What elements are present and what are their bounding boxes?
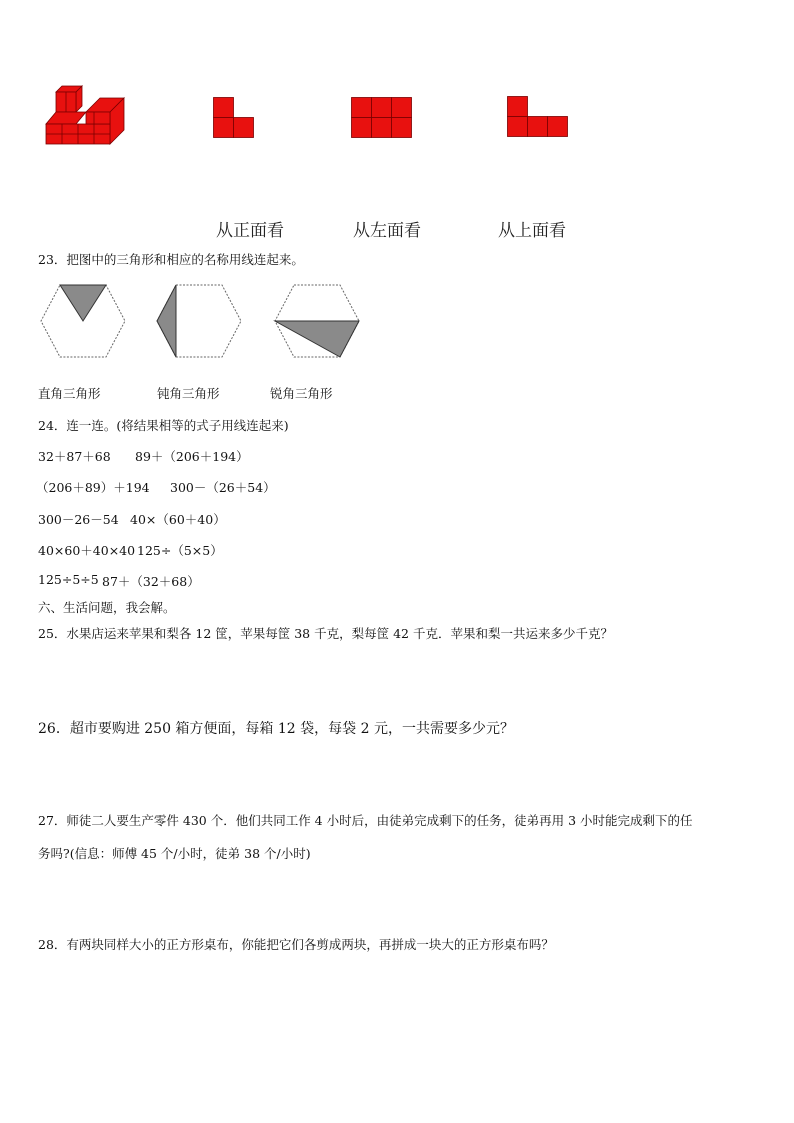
expression-right-2: 300－（26＋54） [170,480,276,495]
front-view-figure [213,97,255,139]
expression-left-4: 40×60＋40×40 [38,543,136,558]
triangle-name-acute: 锐角三角形 [270,386,333,401]
expression-left-1: 32＋87＋68 [38,449,111,464]
expression-right-1: 89＋（206＋194） [135,449,249,464]
view-label-top: 从上面看 [498,221,566,241]
hexagon-figure-1 [40,284,126,358]
cube-stack-3d-figure [44,84,128,146]
question-23: 23．把图中的三角形和相应的名称用线连起来。 [38,252,304,267]
expression-right-3: 40×（60＋40） [130,512,226,527]
question-24: 24．连一连。(将结果相等的式子用线连起来) [38,418,289,433]
question-25: 25．水果店运来苹果和梨各 12 筐，苹果每筐 38 千克，梨每筐 42 千克．苹果和梨一共运来多少千克？ [38,626,613,641]
view-label-front: 从正面看 [216,221,284,241]
question-28: 28．有两块同样大小的正方形桌布，你能把它们各剪成两块，再拼成一块大的正方形桌布吗？ [38,937,554,952]
expression-right-4: 125÷（5×5） [137,543,223,558]
question-26: 26．超市要购进 250 箱方便面，每箱 12 袋，每袋 2 元，一共需要多少元？ [38,721,514,737]
top-view-figure [507,96,569,138]
expression-right-5: 87＋（32＋68） [102,574,200,589]
triangle-name-obtuse: 钝角三角形 [157,386,220,401]
section-6-heading: 六、生活问题，我会解。 [38,600,176,615]
view-label-left: 从左面看 [353,221,421,241]
question-27-line-1: 27．师徒二人要生产零件 430 个．他们共同工作 4 小时后，由徒弟完成剩下的任务，徒弟再用 3 小时能完成剩下的任 [38,813,693,828]
expression-left-3: 300－26－54 [38,512,119,527]
hexagon-figure-3 [274,284,360,358]
left-view-figure [351,97,413,139]
hexagon-figure-2 [156,284,242,358]
expression-left-2: （206＋89）＋194 [36,480,150,495]
question-27-line-2: 务吗?(信息：师傅 45 个/小时，徒弟 38 个/小时) [38,846,311,861]
expression-left-5: 125÷5÷5 [38,572,99,587]
triangle-name-right: 直角三角形 [38,386,101,401]
